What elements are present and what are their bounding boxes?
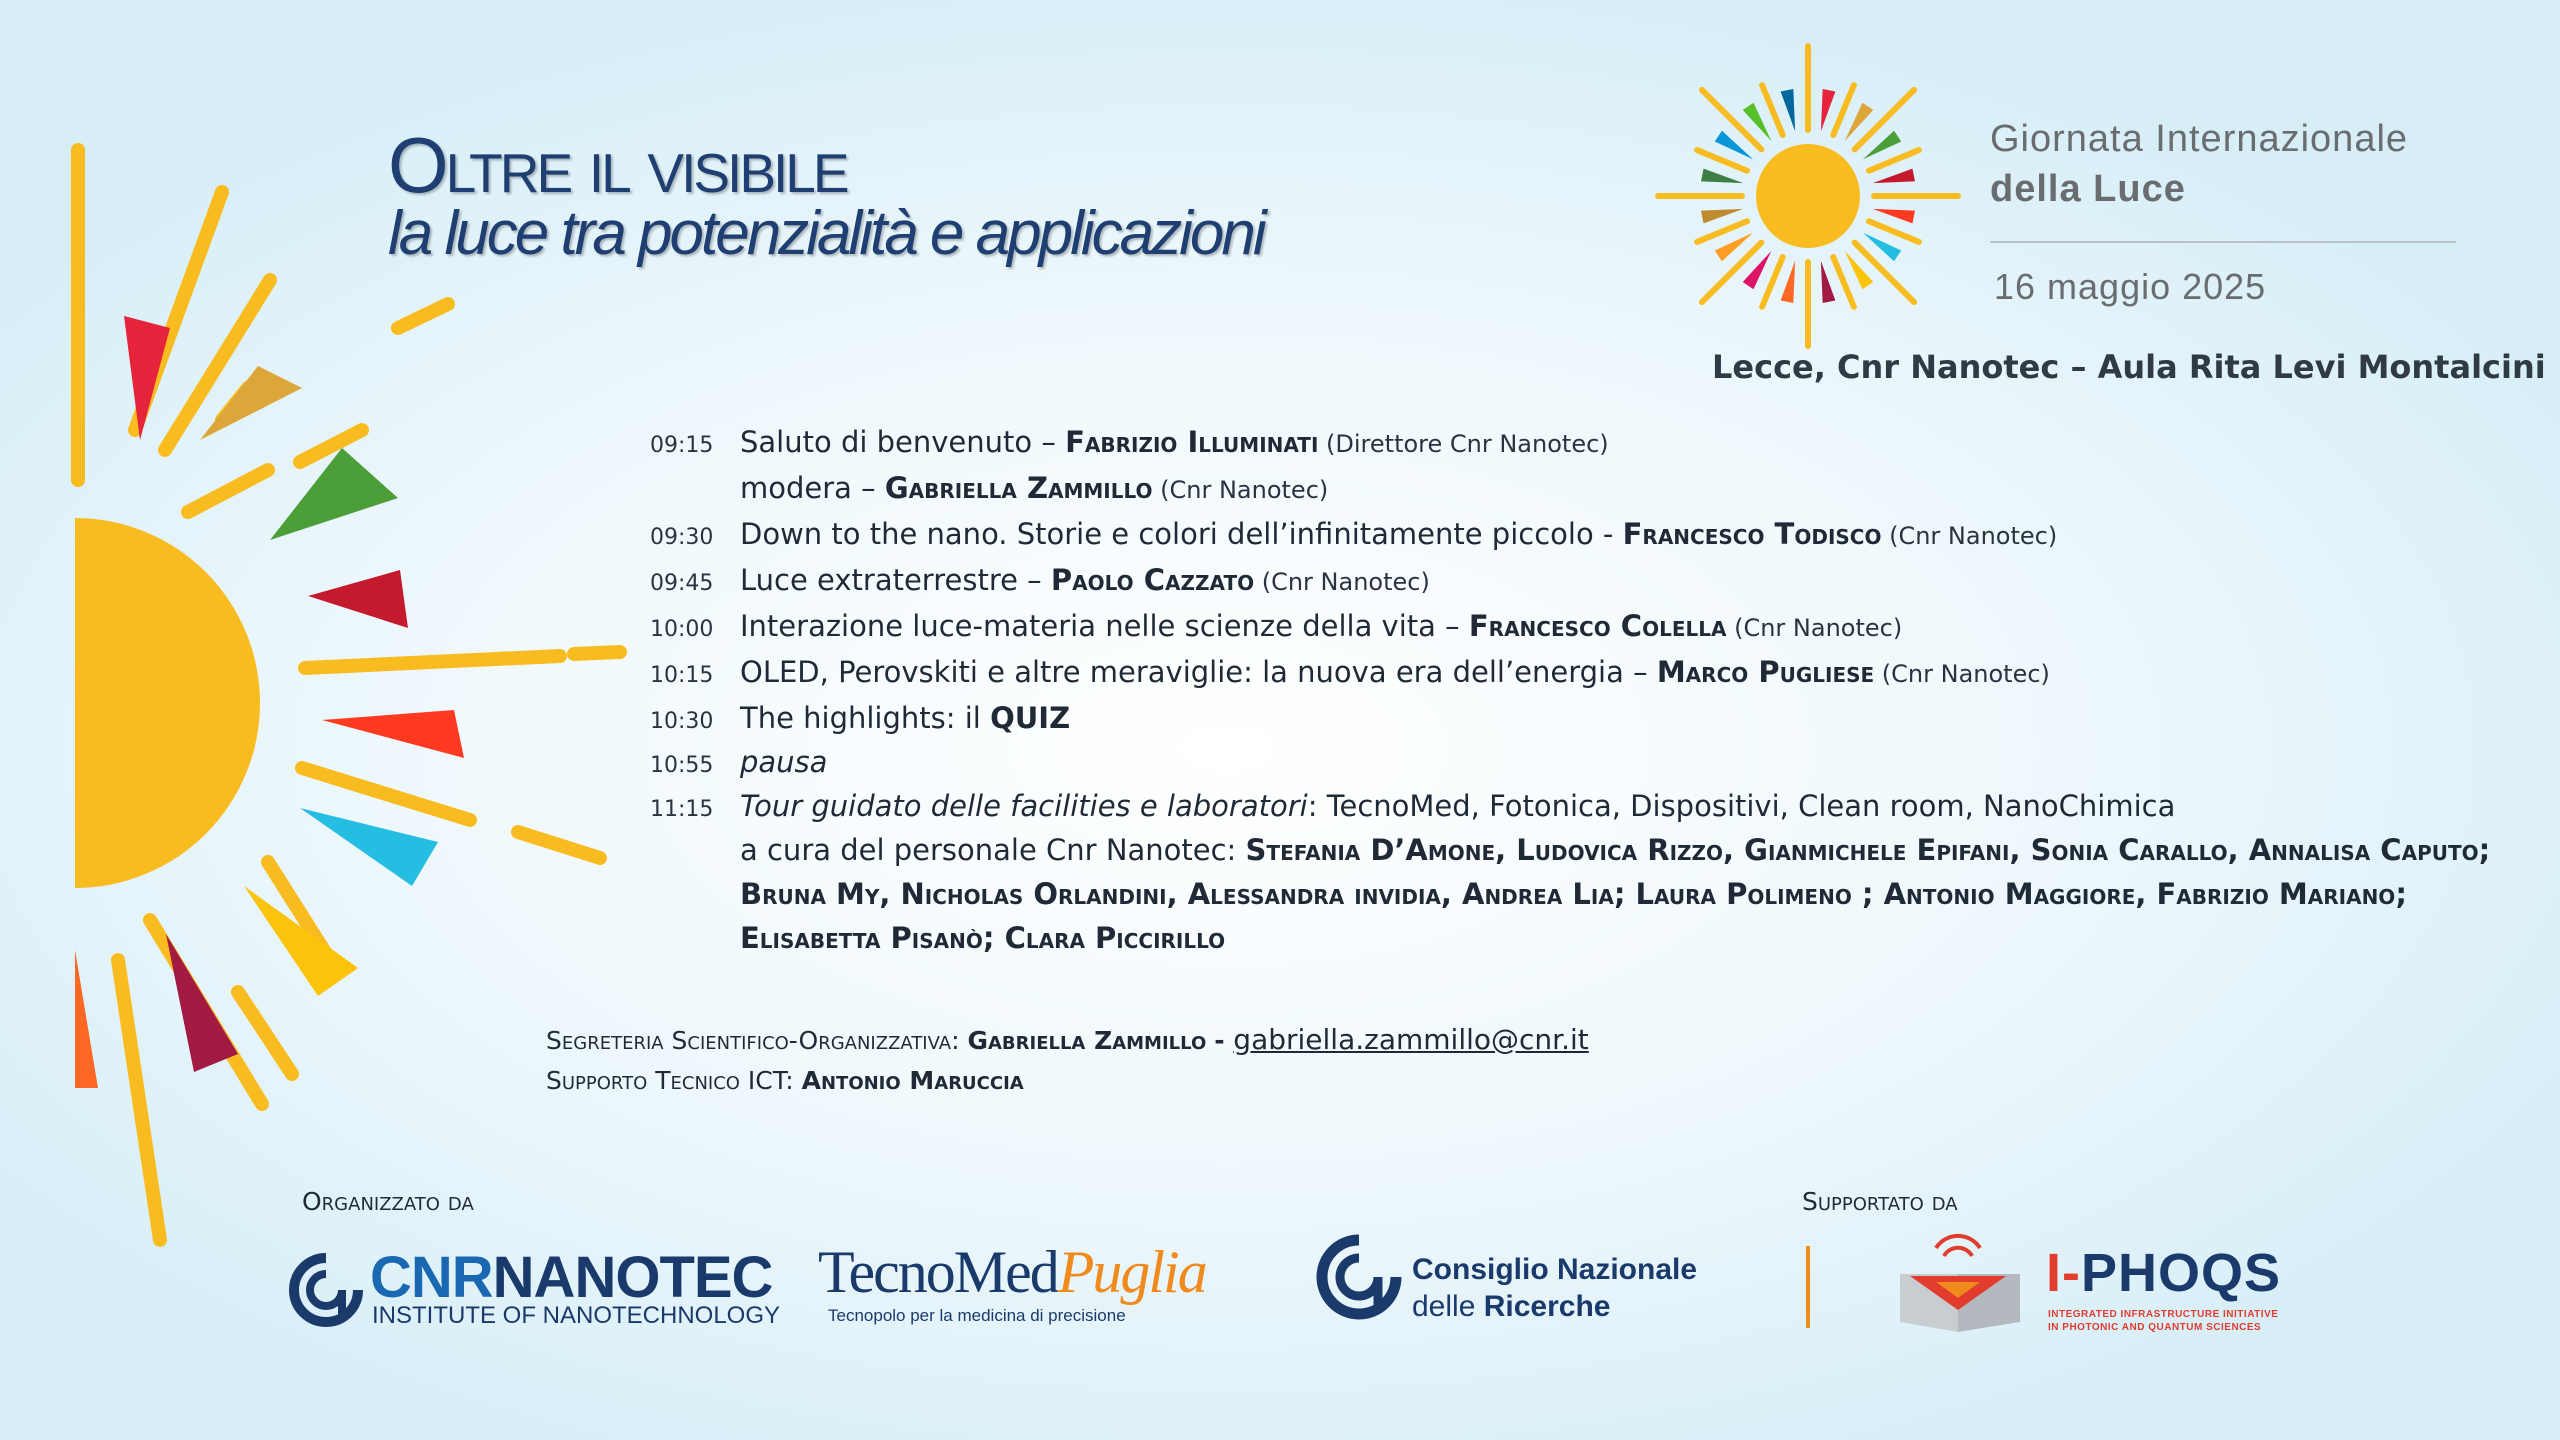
cnr-nanotec-mark-icon — [288, 1252, 364, 1328]
cnr-name-line2a: delle — [1412, 1290, 1484, 1323]
program-speaker: Gabriella Zammillo — [884, 471, 1153, 505]
cnr-nanotec-subtitle: INSTITUTE OF NANOTECHNOLOGY — [372, 1302, 781, 1329]
event-sun-wedge — [1701, 169, 1743, 184]
program-note: (Direttore Cnr Nanotec) — [1318, 430, 1609, 458]
event-sun-wedge — [1873, 209, 1915, 224]
program-text — [740, 470, 1328, 508]
event-name-line1: Giornata Internazionale — [1990, 118, 2409, 160]
ray-yellow-15 — [238, 992, 292, 1074]
tecnomed-part1: TecnoMed — [818, 1239, 1058, 1305]
event-location: Lecce, Cnr Nanotec – Aula Rita Levi Montalcini — [1712, 348, 2546, 386]
program-time: 10:30 — [650, 709, 714, 734]
program-note: (Cnr Nanotec) — [1874, 660, 2050, 688]
program-title: modera – — [740, 471, 885, 505]
program-time: 10:55 — [650, 753, 714, 778]
program-time: 09:30 — [650, 525, 714, 550]
iphoqs-i: I- — [2046, 1243, 2081, 1303]
program-time: 09:45 — [650, 571, 714, 596]
program-text — [740, 788, 2175, 824]
page-subtitle: la luce tra potenzialità e applicazioni — [388, 199, 1264, 268]
iphoqs-logo — [2046, 1242, 2281, 1304]
event-sun-disc — [1756, 144, 1860, 248]
event-sun-wedge — [1873, 169, 1915, 184]
program-time: 09:15 — [650, 433, 714, 458]
page-title: Oltre il visibile — [388, 121, 847, 209]
support-name: Antonio Maruccia — [801, 1066, 1024, 1095]
cnr-name-line2 — [1412, 1290, 1610, 1324]
event-date: 16 maggio 2025 — [1994, 266, 2267, 307]
supported-by-label: Supportato da — [1802, 1187, 1958, 1216]
event-sun-ray — [1762, 85, 1783, 135]
program-title: Saluto di benvenuto – — [740, 425, 1066, 459]
secretariat-line — [546, 1020, 1589, 1061]
program-row — [650, 788, 2510, 824]
program-title: Down to the nano. Storie e colori dell’infinitamente piccolo - — [740, 517, 1623, 551]
cnr-nanotec-part1: CNR — [370, 1245, 493, 1310]
event-sun-ray — [1697, 150, 1747, 171]
event-divider — [1990, 241, 2456, 243]
program-note: (Cnr Nanotec) — [1726, 614, 1903, 642]
secretariat-sep: - — [1214, 1026, 1234, 1055]
support-label: Supporto Tecnico ICT: — [546, 1066, 802, 1095]
ray-green — [270, 448, 398, 540]
iphoqs-mark-icon — [1896, 1226, 2026, 1336]
program-italic: pausa — [740, 745, 828, 779]
program-text — [740, 700, 1070, 736]
ray-yellow-6 — [188, 470, 268, 512]
event-sun-wedge — [1821, 261, 1836, 303]
ray-yellow-13 — [118, 960, 160, 1240]
program-italic: Tour guidato delle facilities e laboratori — [740, 789, 1308, 823]
program-speaker: Francesco Colella — [1468, 609, 1727, 643]
event-sun-ray — [1869, 221, 1919, 242]
program-text — [740, 876, 2407, 912]
program-speaker: Marco Pugliese — [1656, 655, 1875, 689]
program-row — [650, 654, 2510, 692]
secretariat-email-link[interactable]: gabriella.zammillo@cnr.it — [1233, 1023, 1589, 1056]
ray-maroon — [166, 934, 238, 1072]
iphoqs-divider — [1806, 1246, 1810, 1328]
cnr-nanotec-part2: NANOTEC — [492, 1245, 773, 1310]
program-text — [740, 744, 827, 780]
program-post: : TecnoMed, Fotonica, Dispositivi, Clean room, NanoChimica — [1307, 789, 2176, 823]
program-note: (Cnr Nanotec) — [1254, 568, 1430, 596]
program-time: 11:15 — [650, 797, 714, 822]
ray-orange — [75, 950, 98, 1088]
ray-yellow-9 — [574, 652, 620, 654]
program-title: a cura del personale Cnr Nanotec: — [740, 833, 1246, 867]
event-sun-ray — [1833, 85, 1854, 135]
program-title: Luce extraterrestre – — [740, 563, 1051, 597]
event-sun-ray — [1762, 257, 1783, 307]
secretariat-name: Gabriella Zammillo — [967, 1026, 1207, 1055]
ray-cyan — [300, 808, 438, 886]
iphoqs-subtitle-2: IN PHOTONIC AND QUANTUM SCIENCES — [2048, 1322, 2262, 1333]
ray-crimson — [308, 570, 408, 628]
tecnomed-subtitle: Tecnopolo per la medicina di precisione — [828, 1306, 1126, 1325]
program-row — [650, 876, 2510, 912]
event-sun-ray — [1697, 221, 1747, 242]
event-name-line2: della Luce — [1990, 168, 2186, 210]
program-speaker: Bruna My, Nicholas Orlandini, Alessandra invidia, Andrea Lia; Laura Polimeno ; Antonio Maggiore, Fabrizio Mariano; — [740, 877, 2407, 911]
cnr-name-line2b: Ricerche — [1483, 1290, 1611, 1323]
ray-yellow-10 — [302, 768, 470, 820]
program-text — [740, 562, 1430, 600]
program-text — [740, 920, 1225, 956]
support-line — [546, 1061, 1589, 1101]
program-title: OLED, Perovskiti e altre meraviglie: la nuova era dell’energia – — [740, 655, 1657, 689]
program-row — [650, 608, 2510, 646]
event-sun-wedge — [1821, 89, 1836, 131]
program-note: (Cnr Nanotec) — [1881, 522, 2058, 550]
program-row — [650, 744, 2510, 780]
program-speaker: Elisabetta Pisanò; Clara Piccirillo — [740, 921, 1226, 955]
program-speaker: Fabrizio Illuminati — [1065, 425, 1319, 459]
program-row — [650, 700, 2510, 736]
cnr-mark-icon — [1316, 1234, 1402, 1320]
program-row — [650, 424, 2510, 462]
program-text — [740, 654, 2050, 692]
program-text — [740, 424, 1609, 462]
event-sun-ray — [1833, 257, 1854, 307]
event-sun-wedge — [1701, 209, 1743, 224]
tecnomed-part2: Puglia — [1057, 1239, 1206, 1305]
ray-yellow-5 — [398, 304, 448, 328]
secretariat-block — [546, 1020, 1589, 1101]
organized-by-label: Organizzato da — [302, 1187, 474, 1216]
program-row — [650, 470, 2510, 508]
event-sun-wedge — [1781, 261, 1796, 303]
program-time: 10:15 — [650, 663, 714, 688]
cnr-name-line1: Consiglio Nazionale — [1412, 1253, 1698, 1286]
iphoqs-subtitle-1: INTEGRATED INFRASTRUCTURE INITIATIVE — [2048, 1309, 2279, 1320]
program-row — [650, 832, 2510, 868]
program-row — [650, 562, 2510, 600]
program-title: Interazione luce-materia nelle scienze della vita – — [740, 609, 1469, 643]
program-text — [740, 608, 1902, 646]
cnr-nanotec-logo — [370, 1244, 772, 1311]
program-speaker: Stefania D’Amone, Ludovica Rizzo, Gianmichele Epifani, Sonia Carallo, Annalisa Caputo; — [1245, 833, 2491, 867]
program-row — [650, 920, 2510, 956]
event-sun-logo — [1648, 40, 1968, 360]
ray-yellow-11 — [518, 832, 600, 858]
tecnomed-logo — [818, 1238, 1206, 1307]
iphoqs-name-text: PHOQS — [2081, 1243, 2282, 1303]
program-text — [740, 516, 2057, 554]
ray-orange-red — [322, 710, 464, 758]
program-text — [740, 832, 2490, 868]
program-speaker: Paolo Cazzato — [1050, 563, 1255, 597]
secretariat-label: Segreteria Scientifico-Organizzativa: — [546, 1026, 968, 1055]
program-time: 10:00 — [650, 617, 714, 642]
program-speaker: Francesco Todisco — [1622, 517, 1882, 551]
event-sun-wedge — [1781, 89, 1796, 131]
program-title: The highlights: il — [740, 701, 991, 735]
program-row — [650, 516, 2510, 554]
sun-half-disc — [75, 518, 260, 888]
ray-yellow-8 — [305, 656, 560, 668]
program-bold: QUIZ — [990, 701, 1071, 735]
program-note: (Cnr Nanotec) — [1152, 476, 1329, 504]
program-schedule — [650, 424, 2510, 964]
event-sun-ray — [1869, 150, 1919, 171]
ray-yellow-7 — [300, 430, 362, 462]
